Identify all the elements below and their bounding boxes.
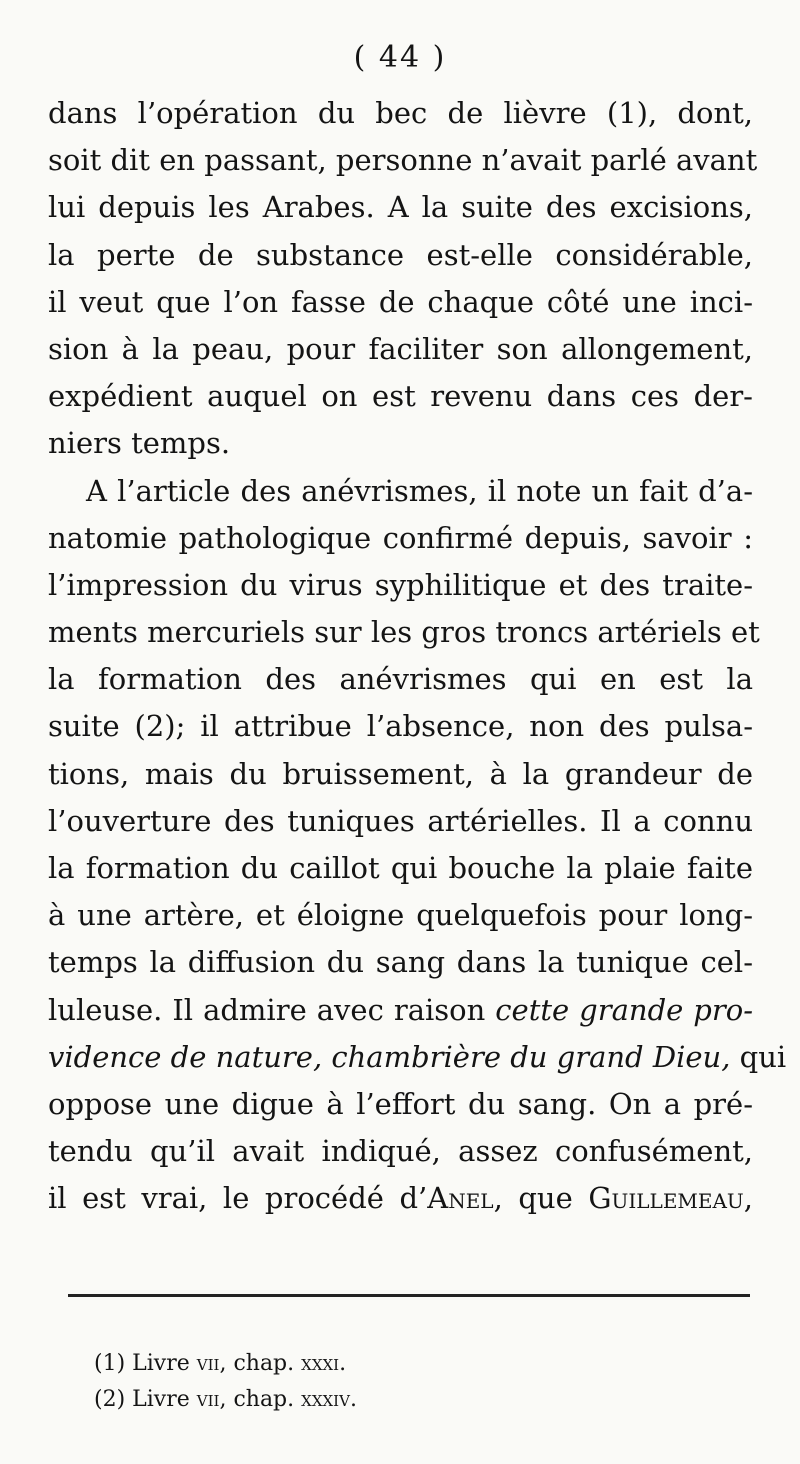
text-fragment: suite (2); il attribue l’absence, non des pulsa- bbox=[48, 709, 753, 744]
footnote-text: Livre bbox=[125, 1387, 197, 1412]
footnote bbox=[94, 1346, 357, 1382]
body-text bbox=[48, 90, 787, 1223]
text-fragment: dans l’opération du bec de lièvre (1), dont, bbox=[48, 96, 753, 130]
text-line bbox=[48, 90, 753, 137]
text-fragment: soit dit en passant, personne n’avait parlé avant bbox=[48, 143, 758, 178]
text-line bbox=[48, 184, 753, 231]
text-line bbox=[48, 656, 753, 703]
text-line bbox=[48, 232, 753, 279]
text-line bbox=[48, 751, 753, 798]
text-line bbox=[48, 1034, 787, 1081]
text-fragment: l’impression du virus syphilitique et des traite- bbox=[48, 567, 753, 602]
text-fragment: cette grande pro- bbox=[495, 992, 753, 1027]
text-fragment: la formation des anévrismes qui en est la bbox=[48, 662, 753, 697]
text-line bbox=[48, 987, 753, 1034]
text-fragment: l’ouverture des tuniques artérielles. Il a connu bbox=[48, 803, 753, 838]
text-line bbox=[48, 845, 753, 892]
footnote bbox=[94, 1382, 357, 1418]
text-fragment: luleuse. Il admire avec raison bbox=[48, 992, 496, 1027]
text-line bbox=[48, 515, 753, 562]
footnote-marker: (2) bbox=[94, 1387, 126, 1412]
text-line bbox=[48, 1081, 753, 1128]
text-line bbox=[48, 939, 753, 986]
text-fragment: il est vrai, le procédé d’ bbox=[48, 1181, 428, 1216]
text-fragment: lui depuis les Arabes. A la suite des excisions, bbox=[48, 190, 753, 225]
text-fragment: la formation du caillot qui bouche la plaie faite bbox=[48, 851, 753, 885]
text-fragment: niers temps. bbox=[48, 426, 231, 461]
text-line bbox=[48, 562, 753, 609]
footnote-marker: (1) bbox=[94, 1351, 126, 1376]
text-line bbox=[48, 1175, 753, 1222]
text-fragment: natomie pathologique confirmé depuis, savoir : bbox=[48, 520, 753, 555]
footnote-text: Livre bbox=[125, 1351, 197, 1376]
text-fragment: Guillemeau bbox=[588, 1181, 744, 1216]
footnote-end: . bbox=[339, 1351, 347, 1376]
text-line bbox=[48, 798, 753, 845]
text-line bbox=[48, 1128, 753, 1175]
footnote-book: vii bbox=[196, 1351, 220, 1376]
text-fragment: expédient auquel on est revenu dans ces der- bbox=[48, 379, 753, 414]
footnote-divider bbox=[68, 1294, 750, 1297]
text-fragment: tendu qu’il avait indiqué, assez confusément, bbox=[48, 1134, 753, 1169]
footnote-rest: , chap. bbox=[219, 1351, 302, 1376]
text-fragment: la perte de substance est-elle considérable, bbox=[48, 237, 753, 272]
footnote-chap: xxxiv bbox=[301, 1387, 350, 1412]
text-line bbox=[48, 420, 753, 467]
text-line bbox=[48, 326, 753, 373]
text-fragment: oppose une digue à l’effort du sang. On a pré- bbox=[48, 1086, 753, 1121]
text-line bbox=[48, 279, 753, 326]
text-line bbox=[48, 703, 753, 750]
text-fragment: sion à la peau, pour faciliter son allongement, bbox=[48, 331, 753, 366]
text-fragment: , que bbox=[493, 1181, 589, 1216]
text-line bbox=[48, 609, 760, 656]
text-fragment: Anel bbox=[427, 1181, 494, 1216]
text-line bbox=[48, 373, 753, 420]
text-fragment: temps la diffusion du sang dans la tunique cel- bbox=[48, 945, 753, 980]
footnotes bbox=[94, 1346, 357, 1418]
footnote-chap: xxxi bbox=[301, 1351, 340, 1376]
text-line bbox=[48, 892, 753, 939]
text-fragment: vidence de nature, chambrière du grand Dieu, bbox=[48, 1039, 731, 1074]
text-fragment: qui bbox=[730, 1039, 787, 1074]
text-line bbox=[48, 137, 758, 184]
footnote-rest: , chap. bbox=[219, 1387, 302, 1412]
text-fragment: ments mercuriels sur les gros troncs artériels et bbox=[48, 615, 760, 650]
footnote-end: . bbox=[349, 1387, 357, 1412]
text-fragment: tions, mais du bruissement, à la grandeur de bbox=[48, 756, 753, 791]
page-number: ( 44 ) bbox=[353, 40, 447, 75]
footnote-book: vii bbox=[196, 1387, 220, 1412]
text-line bbox=[48, 468, 753, 515]
text-fragment: , bbox=[743, 1181, 754, 1216]
text-fragment: à une artère, et éloigne quelquefois pour long- bbox=[48, 898, 753, 933]
text-fragment: A l’article des anévrismes, il note un fait d’a- bbox=[86, 473, 753, 508]
text-fragment: il veut que l’on fasse de chaque côté une inci- bbox=[48, 284, 753, 319]
